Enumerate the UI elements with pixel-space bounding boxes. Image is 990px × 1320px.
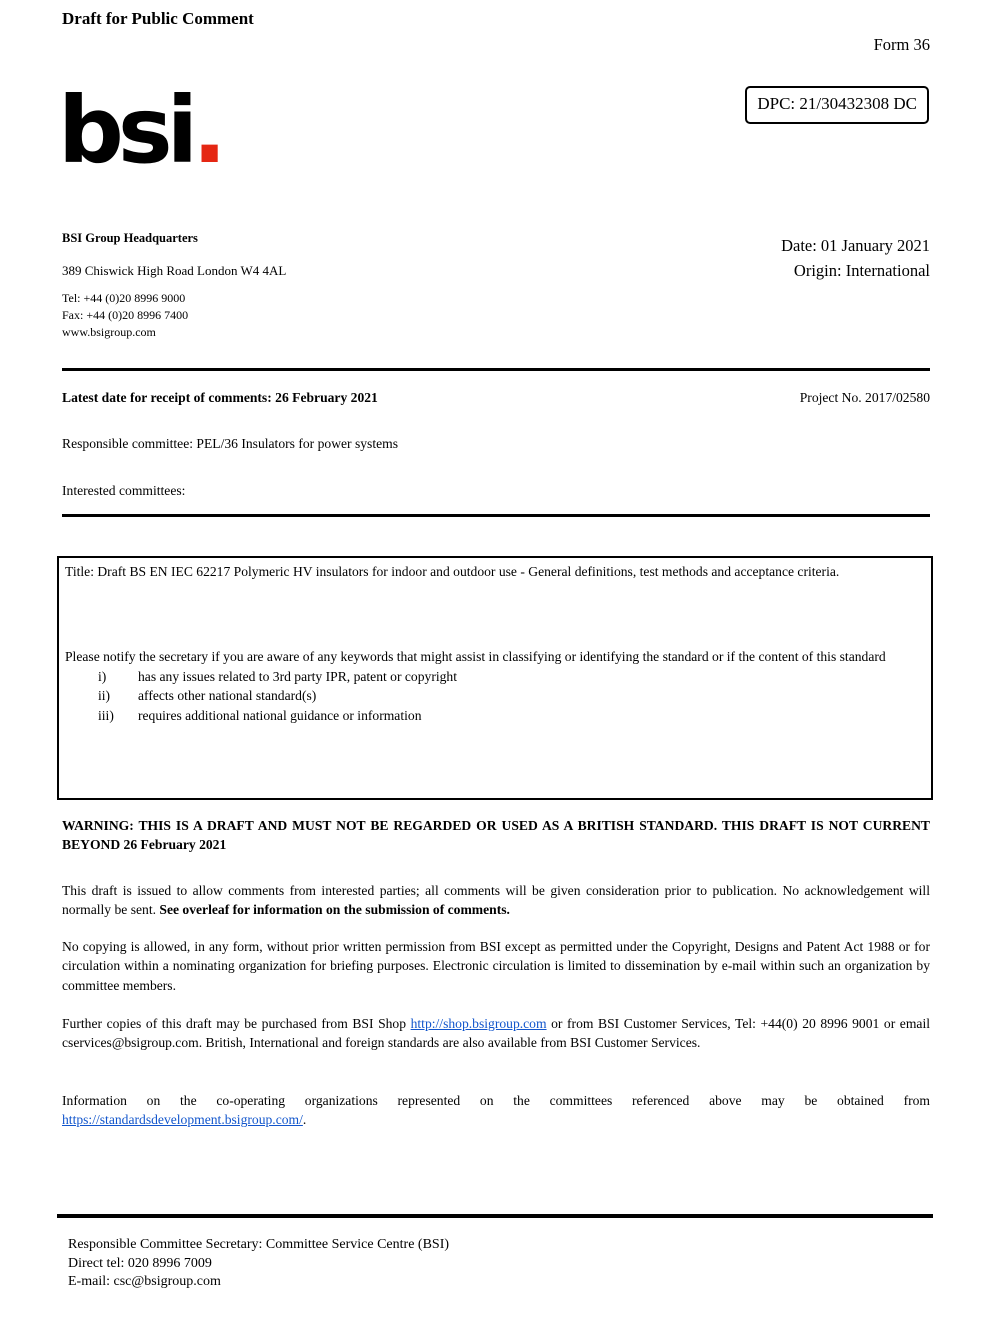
bsi-logo-dot: . [192, 77, 222, 184]
standard-title: Title: Draft BS EN IEC 62217 Polymeric HV insulators for indoor and outdoor use - General definitions, test methods and acceptance criteria. [65, 564, 840, 579]
hq-website: www.bsigroup.com [62, 325, 156, 339]
divider-rule-top [62, 368, 930, 371]
interested-committees: Interested committees: [62, 483, 186, 498]
bsi-shop-link[interactable]: http://shop.bsigroup.com [410, 1016, 547, 1031]
list-item-text: requires additional national guidance or information [138, 707, 422, 723]
text-segment: Further copies of this draft may be purchased from BSI Shop [62, 1016, 411, 1031]
bsi-logo-text: bsi [58, 77, 193, 184]
paragraph-cooperating-organizations [62, 1091, 930, 1130]
responsible-committee: Responsible committee: PEL/36 Insulators for power systems [62, 436, 399, 451]
latest-date-for-comments: Latest date for receipt of comments: 26 February 2021 [62, 390, 378, 405]
origin-line: Origin: International [793, 261, 930, 280]
standards-development-link[interactable]: https://standardsdevelopment.bsigroup.com/ [62, 1112, 303, 1128]
list-item [65, 706, 925, 725]
list-item-text: has any issues related to 3rd party IPR, patent or copyright [138, 668, 458, 684]
text-segment-bold: See overleaf for information on the submission of comments. [159, 902, 510, 918]
text-segment: or from BSI Customer Services, Tel: +44(0) 20 8996 9001 or email cservices@bsigroup.com. British, International and foreign standards are also available from BSI Customer Services. [62, 1016, 930, 1051]
keywords-notice: Please notify the secretary if you are aware of any keywords that might assist in classifying or identifying the standard or if the content of this standard [65, 649, 886, 665]
paragraph-purchase-info [62, 1014, 930, 1053]
hq-title: BSI Group Headquarters [62, 231, 198, 245]
list-item-text: affects other national standard(s) [138, 688, 317, 704]
form-number: Form 36 [873, 35, 930, 54]
hq-street: 389 Chiswick High Road London W4 4AL [62, 263, 287, 278]
project-number: Project No. 2017/02580 [799, 390, 930, 405]
date-line: Date: 01 January 2021 [781, 236, 930, 255]
text-segment: This draft is issued to allow comments from interested parties; all comments will be given consideration prior to publication. No acknowledgement will normally be sent. [62, 883, 930, 918]
hq-fax: Fax: +44 (0)20 8996 7400 [62, 308, 189, 322]
draft-for-public-comment-title: Draft for Public Comment [62, 9, 254, 28]
footer-contact-block [68, 1236, 449, 1292]
text-segment: . [302, 1112, 307, 1128]
committee-secretary-line: Responsible Committee Secretary: Committee Service Centre (BSI) [68, 1237, 450, 1252]
dpc-reference-box [745, 86, 929, 124]
text-segment: Information on the co-operating organizations represented on the committees referenced above may be obtained from [62, 1093, 930, 1108]
dpc-reference: DPC: 21/30432308 DC [757, 94, 917, 113]
list-item-number: iii) [98, 707, 114, 723]
paragraph-comments-notice [62, 881, 930, 920]
list-item [65, 686, 925, 705]
divider-rule-bottom [57, 1214, 933, 1218]
standard-title-box [57, 556, 933, 800]
bsi-logo [58, 77, 222, 184]
headquarters-address-block [62, 231, 286, 341]
paragraph-copyright-notice: No copying is allowed, in any form, without prior written permission from BSI except as permitted under the Copyright, Designs and Patent Act 1988 or for circulation within a nominating organization for briefing purposes. Electronic circulation is limited to dissemination by e-mail within such an organization by committee members. [62, 939, 930, 993]
divider-rule-middle [62, 514, 930, 517]
direct-tel-line: Direct tel: 020 8996 7009 [68, 1255, 212, 1271]
date-origin-block [781, 233, 930, 283]
comments-deadline-row [62, 388, 930, 407]
list-item-number: ii) [98, 688, 111, 704]
list-item [65, 667, 925, 686]
list-item-number: i) [98, 668, 107, 684]
hq-tel: Tel: +44 (0)20 8996 9000 [62, 291, 186, 305]
draft-warning-text: WARNING: THIS IS A DRAFT AND MUST NOT BE REGARDED OR USED AS A BRITISH STANDARD. THIS DRAFT IS NOT CURRENT BEYOND 26 February 2021 [62, 818, 930, 853]
email-line: E-mail: csc@bsigroup.com [68, 1274, 221, 1289]
